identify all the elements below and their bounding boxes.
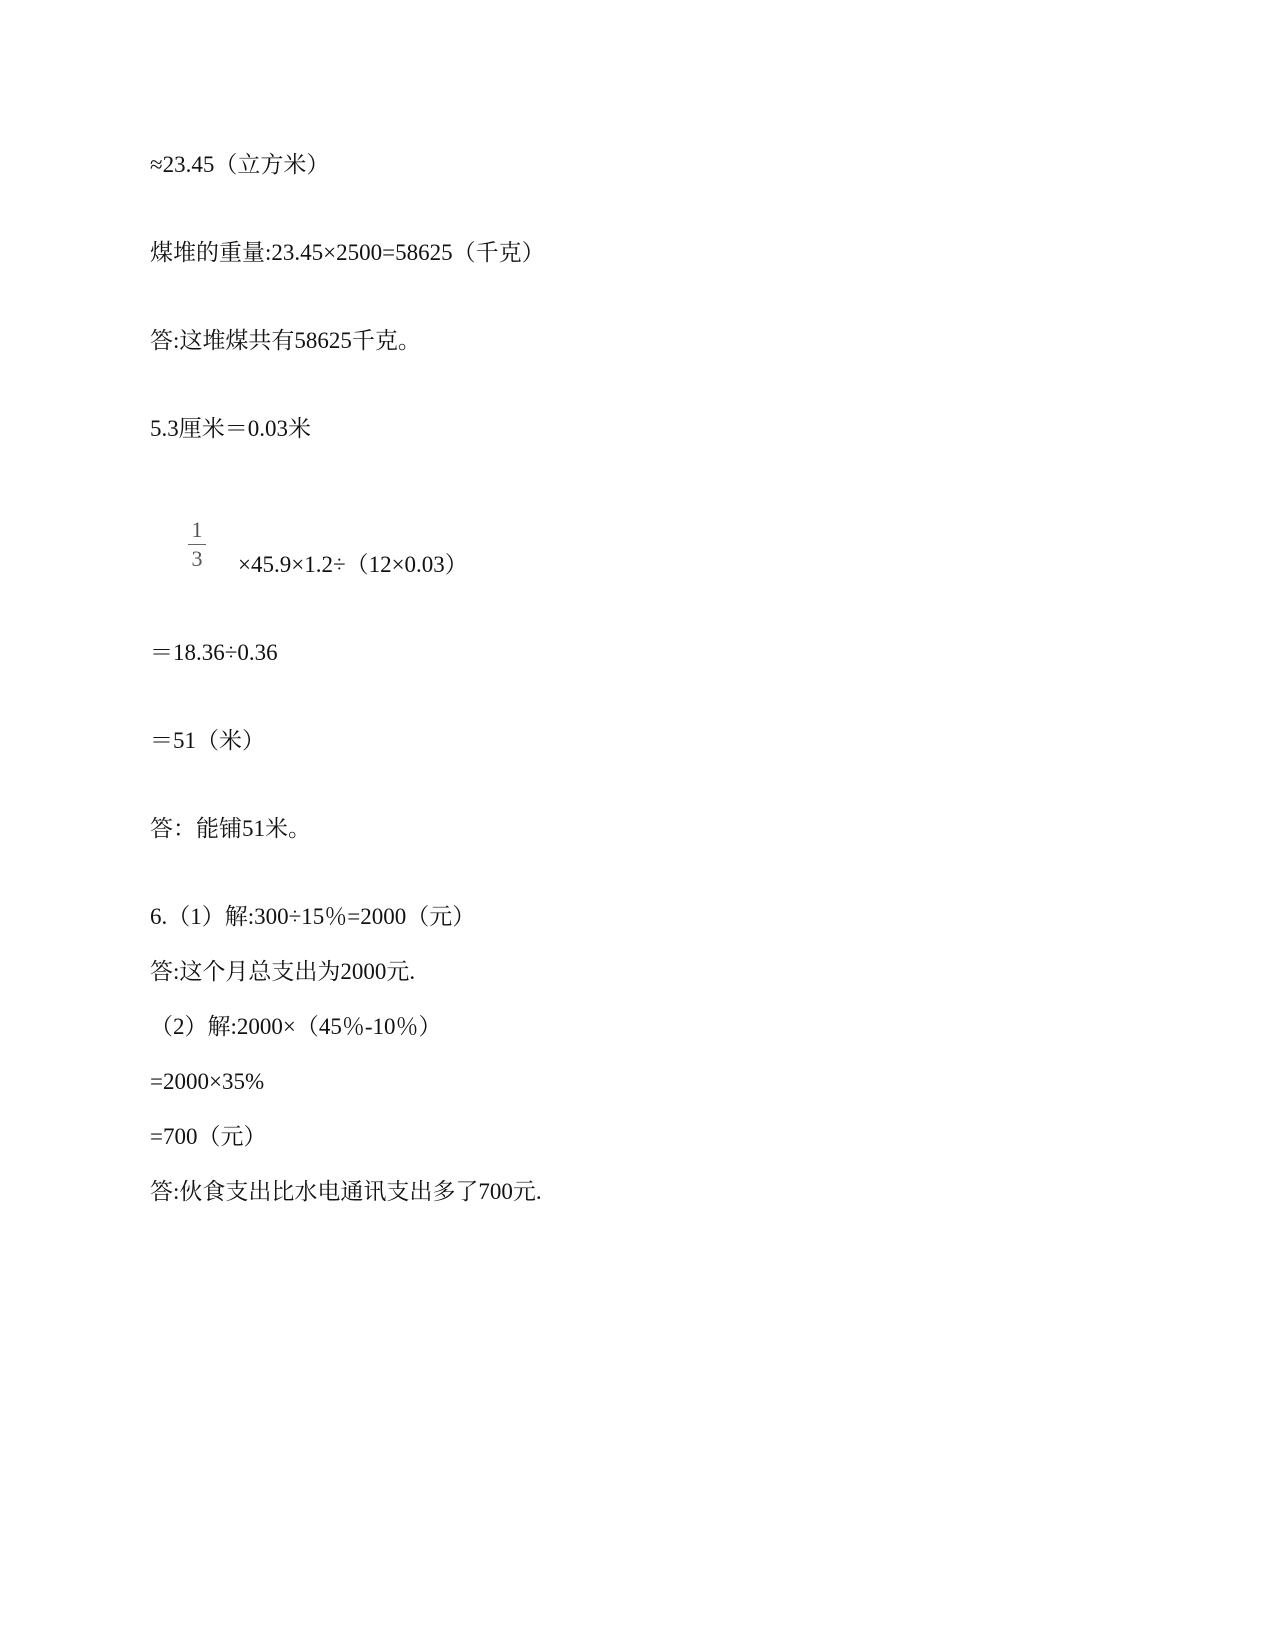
text-line-volume-result: ≈23.45（立方米） xyxy=(150,152,330,177)
fraction-one-third xyxy=(186,518,208,571)
text-line-problem-5: 5.3厘米＝0.03米 xyxy=(150,416,311,441)
fraction-bar xyxy=(188,544,206,545)
text-line-answer-length: 答：能铺51米。 xyxy=(150,816,311,841)
text-line-answer-difference: 答:伙食支出比水电通讯支出多了700元. xyxy=(150,1179,542,1204)
fraction-denominator: 3 xyxy=(191,546,203,571)
text-line-step-percent: =2000×35% xyxy=(150,1069,265,1094)
text-line-answer-total: 答:这个月总支出为2000元. xyxy=(150,959,416,984)
text-line-step-yuan: =700（元） xyxy=(150,1124,267,1149)
fraction-numerator: 1 xyxy=(191,517,203,542)
text-line-step-divide: ＝18.36÷0.36 xyxy=(150,640,278,665)
text-line-coal-weight: 煤堆的重量:23.45×2500=58625（千克） xyxy=(150,240,545,265)
text-line-answer-coal: 答:这堆煤共有58625千克。 xyxy=(150,328,421,353)
text-line-step-result: ＝51（米） xyxy=(150,728,265,753)
text-line-expression: ×45.9×1.2÷（12×0.03） xyxy=(238,552,468,577)
text-line-problem-6-part-2: （2）解:2000×（45％-10％） xyxy=(150,1014,442,1039)
text-line-problem-6-part-1: 6.（1）解:300÷15％=2000（元） xyxy=(150,904,476,929)
